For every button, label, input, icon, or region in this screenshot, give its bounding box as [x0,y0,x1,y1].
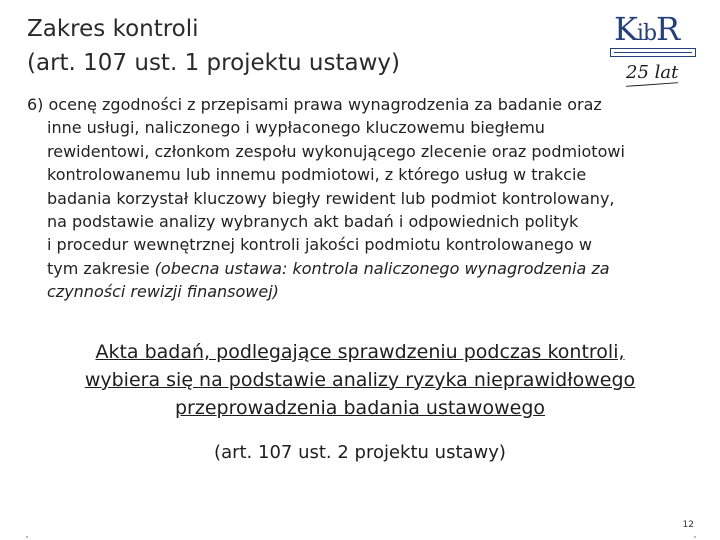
kibr-logo [608,10,698,88]
kibr-logo-text [614,10,679,48]
corner-mark-right [694,536,696,538]
scope-item-line [27,280,697,303]
slide-title-line-2: (art. 107 ust. 1 projektu ustawy) [27,50,400,76]
article-reference: (art. 107 ust. 2 projektu ustawy) [214,442,506,463]
scope-item-6 [27,93,697,304]
scope-item-line: 6) ocenę zgodności z przepisami prawa wynagrodzenia za badanie oraz [27,95,602,114]
highlight-line: przeprowadzenia badania ustawowego [174,397,546,419]
slide-title-line-1: Zakres kontroli [27,16,199,42]
current-law-note: (obecna ustawa: kontrola naliczonego wynagrodzenia za [154,258,610,278]
page-number: 12 [682,520,694,530]
kibr-logo-bar [610,48,696,57]
scope-item-line [27,257,697,280]
anniversary-mark: 25 lat [626,62,679,83]
scope-item-line: kontrolowanemu lub innemu podmiotowi, z którego usług w trakcie [47,165,587,185]
scope-item-line: na podstawie analizy wybranych akt badań i odpowiednich polityk [47,212,579,232]
scope-item-text: tym zakresie [47,258,155,278]
scope-item-line: i procedur wewnętrznej kontroli jakości podmiotu kontrolowanego w [47,235,592,255]
scope-item-line: badania korzystał kluczowy biegły rewident lub podmiot kontrolowany, [47,188,615,208]
scope-item-line: rewidentowi, członkom zespołu wykonującego zlecenie oraz podmiotowi [47,141,625,161]
kibr-logo-ib: ib [636,21,657,46]
corner-mark-left [26,536,28,538]
current-law-note: czynności rewizji finansowej) [47,282,279,302]
scope-item-line: inne usługi, naliczonego i wypłaconego kluczowemu biegłemu [47,118,545,138]
kibr-logo-k: K [614,10,637,48]
highlight-line: Akta badań, podlegające sprawdzeniu podczas kontroli, [95,341,625,363]
highlight-statement [0,338,720,422]
slide-title [27,12,400,80]
kibr-logo-r: R [656,10,680,48]
highlight-line: wybiera się na podstawie analizy ryzyka nieprawidłowego [84,369,636,391]
